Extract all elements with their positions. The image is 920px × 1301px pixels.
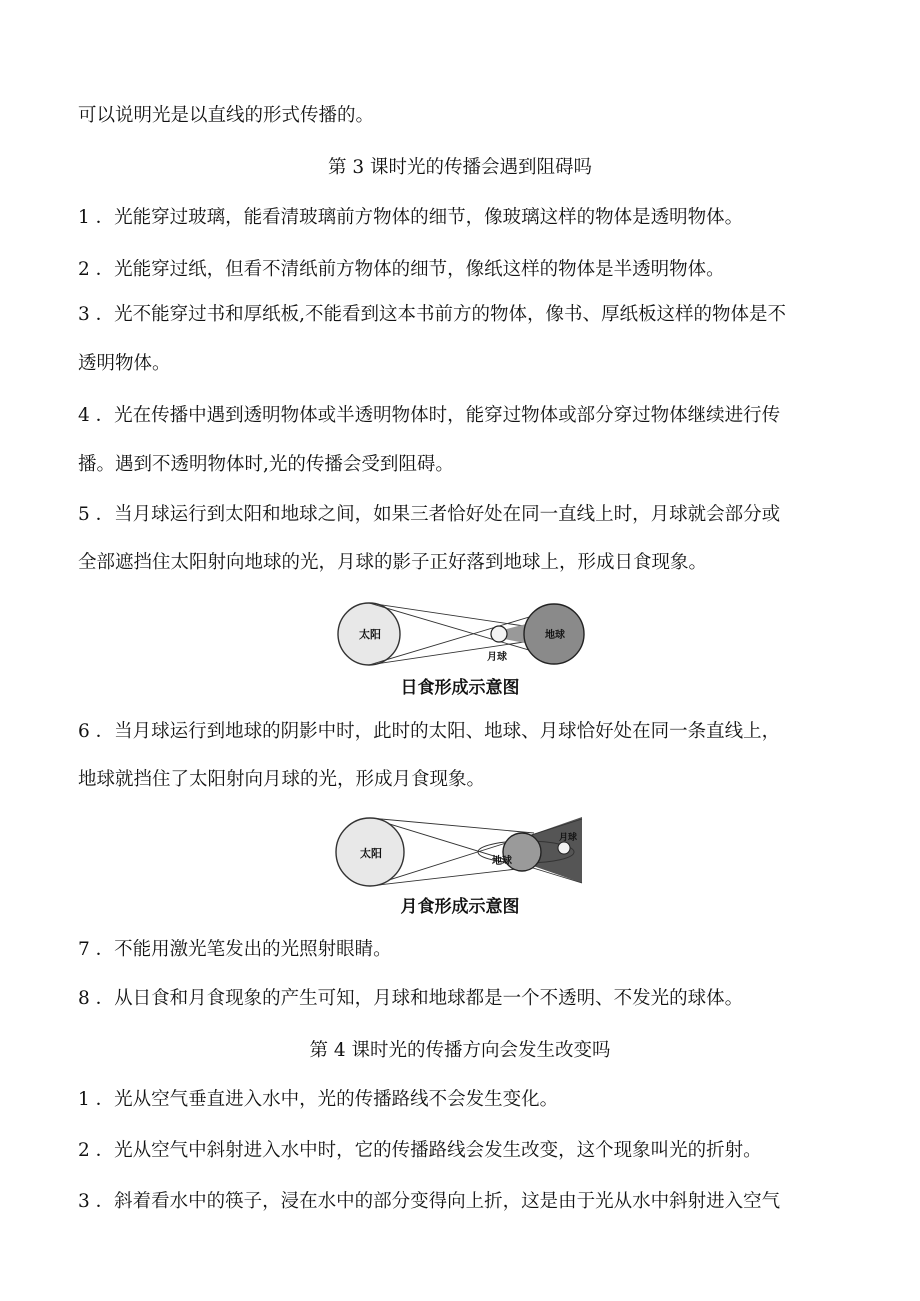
lesson3-item-8: 8 ．从日食和月食现象的产生可知，月球和地球都是一个不透明、不发光的球体。	[78, 988, 744, 1009]
lesson3-item-1: 1 ．光能穿过玻璃，能看清玻璃前方物体的细节，像玻璃这样的物体是透明物体。	[78, 207, 744, 228]
lesson3-item-7: 7 ．不能用激光笔发出的光照射眼睛。	[78, 939, 392, 960]
solar-eclipse-caption: 日食形成示意图	[400, 678, 520, 698]
lesson3-item-5-line2: 全部遮挡住太阳射向地球的光，月球的影子正好落到地球上，形成日食现象。	[78, 552, 708, 573]
lesson3-item-4-line1: 4 ．光在传播中遇到透明物体或半透明物体时，能穿过物体或部分穿过物体继续进行传	[78, 405, 781, 426]
lesson3-item-4-line2: 播。遇到不透明物体时,光的传播会受到阻碍。	[78, 454, 454, 475]
lesson4-title: 第 4 课时光的传播方向会发生改变吗	[309, 1040, 611, 1061]
solar-sun-label: 太阳	[359, 628, 381, 641]
lesson3-item-3-line2: 透明物体。	[78, 353, 171, 374]
lesson3-item-2: 2 ．光能穿过纸，但看不清纸前方物体的细节，像纸这样的物体是半透明物体。	[78, 259, 725, 280]
solar-earth-label: 地球	[545, 630, 565, 641]
solar-moon-label: 月球	[487, 652, 507, 663]
intro-text: 可以说明光是以直线的形式传播的。	[78, 105, 375, 126]
lesson3-item-5-line1: 5 ．当月球运行到太阳和地球之间，如果三者恰好处在同一直线上时，月球就会部分或	[78, 504, 781, 525]
lunar-moon-label: 月球	[558, 833, 578, 843]
lesson4-item-2: 2 ．光从空气中斜射进入水中时，它的传播路线会发生改变，这个现象叫光的折射。	[78, 1140, 762, 1161]
lunar-eclipse-diagram	[334, 815, 584, 889]
lesson3-title: 第 3 课时光的传播会遇到阻碍吗	[327, 157, 593, 178]
lunar-eclipse-caption: 月食形成示意图	[400, 897, 520, 917]
lesson4-item-1: 1 ．光从空气垂直进入水中，光的传播路线不会发生变化。	[78, 1089, 559, 1110]
lesson4-item-3: 3 ．斜着看水中的筷子，浸在水中的部分变得向上折，这是由于光从水中斜射进入空气	[78, 1191, 781, 1212]
lunar-sun-label: 太阳	[360, 847, 382, 860]
lunar-earth-label: 地球	[492, 856, 512, 867]
lesson3-item-6-line2: 地球就挡住了太阳射向月球的光，形成月食现象。	[78, 769, 486, 790]
lesson3-item-3-line1: 3 ．光不能穿过书和厚纸板,不能看到这本书前方的物体，像书、厚纸板这样的物体是不	[78, 304, 787, 325]
lesson3-item-6-line1: 6 ．当月球运行到地球的阴影中时，此时的太阳、地球、月球恰好处在同一条直线上，	[78, 721, 781, 742]
solar-eclipse-diagram	[334, 600, 586, 668]
